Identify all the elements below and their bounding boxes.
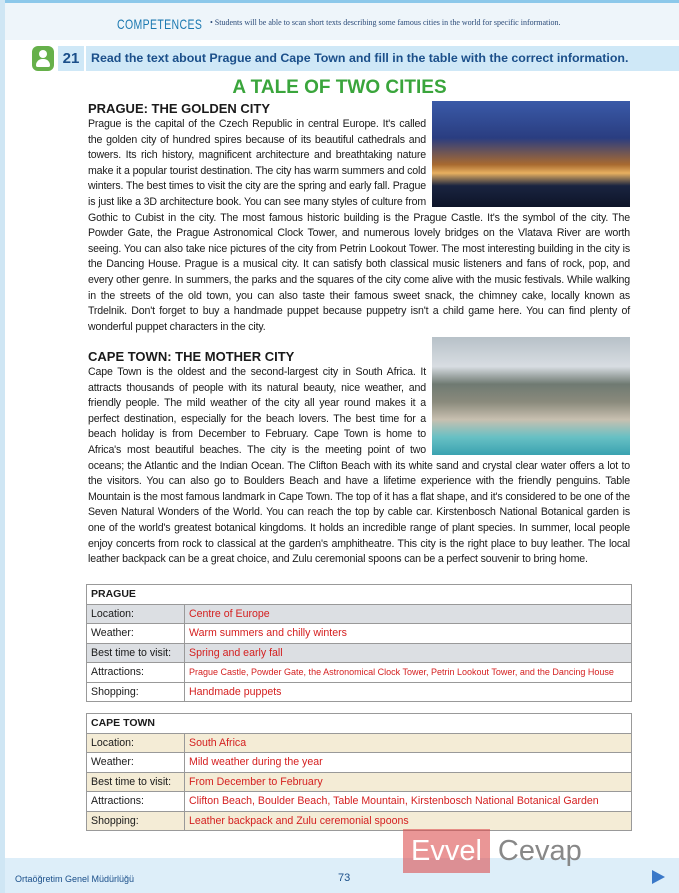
row-label: Location: [87,604,185,624]
row-label: Best time to visit: [87,772,185,792]
cape-town-photo [432,337,630,455]
cape-text: Cape Town is the oldest and the second-largest city in South Africa. It attracts thousands of people with its natural beauty, nice weather, and friendly people. The mild weather of the city all year round makes it a perfect destination, especially for the beach lovers. The best time for a beach holiday is from December to February. Cape Town is home to Africa's most beautiful beaches. The city is the meeting point of two oceans; the Atlantic and the Indian Ocean. The Clifton Beach with its white sand and crystal clear water offers a lot to the visitors. You can also go to Boulders Beach and have a lifetime experience with the friendly penguins. Table Mountain is the most famous landmark in Cape Town. The top of it has a flat shape, and it's considered to be one of the Seven Natural Wonders of the World. You can reach the top by cable car. Kirstenbosch National Botanical garden is one of the world's greatest botanical kingdoms. It holds an incredible range of plant species. In summer, local people enjoy concerts from rock to classical at the garden's amphitheatre. This city is the right place to buy leather. The local leather backpack can be a great choice, and Zulu ceremonial spoons can be a perfect souvenir to bring home. [88,366,630,566]
page-number: 73 [338,872,351,884]
cape-town-table [86,713,632,831]
row-value: South Africa [185,733,632,753]
watermark-logo [403,829,582,873]
table-row [87,624,632,644]
cape-heading: CAPE TOWN: THE MOTHER CITY [88,349,295,364]
row-label: Weather: [87,624,185,644]
page-title: A TALE OF TWO CITIES [232,77,447,98]
row-label: Shopping: [87,811,185,831]
row-label: Attractions: [87,663,185,683]
row-label: Weather: [87,753,185,773]
table-row [87,682,632,702]
row-label: Shopping: [87,682,185,702]
prague-photo [432,101,630,207]
next-page-arrow-icon[interactable] [652,870,665,884]
cape-section [88,349,630,568]
row-value: Leather backpack and Zulu ceremonial spoons [185,811,632,831]
table-header: PRAGUE [87,585,632,605]
table-header: CAPE TOWN [87,714,632,734]
prague-table [86,584,632,702]
watermark-part-a: Evvel [403,829,490,873]
table-row [87,643,632,663]
row-value: Prague Castle, Powder Gate, the Astronomical Clock Tower, Petrin Lookout Tower, and the Dancing House [185,663,632,683]
row-value: Mild weather during the year [185,753,632,773]
row-label: Attractions: [87,792,185,812]
page-edge [0,0,5,893]
prague-text: Prague is the capital of the Czech Republic in central Europe. It's called the golden city of hundred spires because of its beautiful cathedrals and towers. Its rich history, magnificent architecture and breathtaking nature make it a popular tourist destination. The city has warm summers and cold winters. The best times to visit the city are the spring and early fall. Prague is just like a 3D architecture book. You can see many styles of culture from Gothic to Cubist in the city. The most famous historic building is the Prague Castle. It's the symbol of the city. The Powder Gate, the Prague Astronomical Clock Tower, and numerous lovely bridges on the Vlatava River are worth seeing. You can also take nice pictures of the city from Petrin Lookout Tower. The most interesting building in the city is the Dancing House. Prague is a musical city. It can satisfy both classical music listeners and fans of rock, pop, and every other genre. In summers, the parks and the squares of the city come alive with the music festivals. While walking in the streets of the old town, you can also taste their famous sweet snack, the chimney cake, locally known as Trdelnik. Don't forget to buy a handmade puppet because puppetry isn't a child game here. You can find plenty of wonderful puppet characters in the city. [88,118,630,333]
watermark-part-b: Cevap [497,834,582,867]
competences-label: COMPETENCES [117,16,203,32]
instruction-text: Read the text about Prague and Cape Town and fill in the table with the correct information. [91,51,629,65]
row-value: Centre of Europe [185,604,632,624]
table-row [87,753,632,773]
table-row [87,604,632,624]
row-value: Warm summers and chilly winters [185,624,632,644]
competences-banner [5,0,679,40]
table-row [87,792,632,812]
prague-section [88,101,630,335]
table-row [87,663,632,683]
row-value: From December to February [185,772,632,792]
table-row [87,733,632,753]
competences-text: • Students will be able to scan short texts describing some famous cities in the world for specific information. [210,18,561,27]
prague-heading: PRAGUE: THE GOLDEN CITY [88,101,271,116]
table-row [87,811,632,831]
table-row [87,772,632,792]
instruction-bar [58,46,679,71]
publisher: Ortaöğretim Genel Müdürlüğü [15,874,135,884]
row-label: Best time to visit: [87,643,185,663]
row-label: Location: [87,733,185,753]
row-value: Spring and early fall [185,643,632,663]
row-value: Handmade puppets [185,682,632,702]
user-icon [32,46,54,71]
row-value: Clifton Beach, Boulder Beach, Table Mountain, Kirstenbosch National Botanical Garden [185,792,632,812]
exercise-number: 21 [58,46,86,71]
